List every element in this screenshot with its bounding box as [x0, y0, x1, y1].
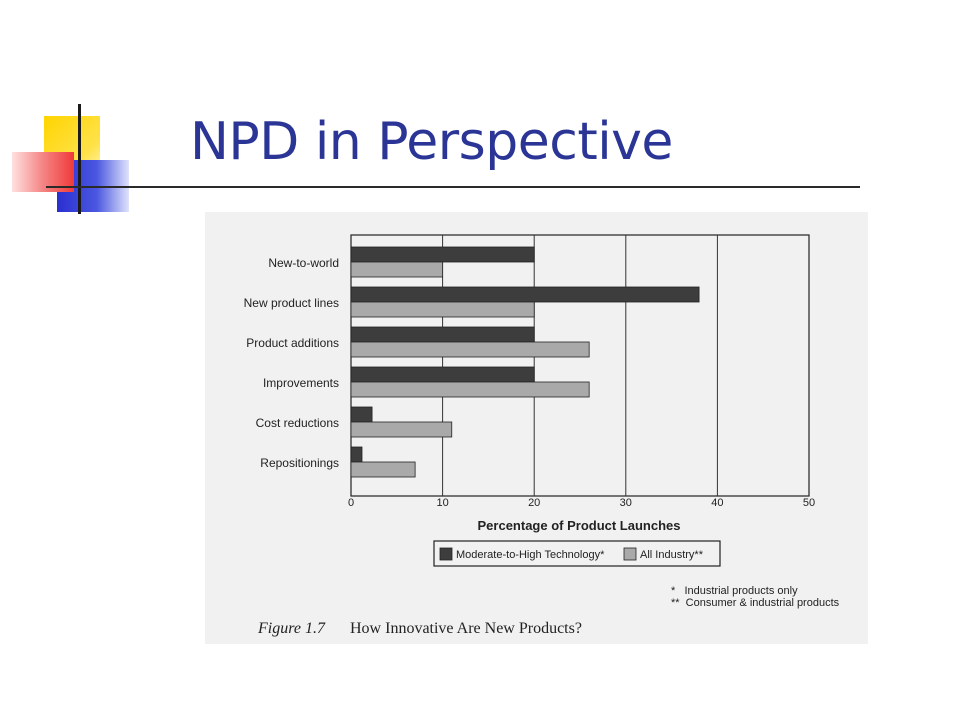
x-tick-label: 40: [711, 497, 724, 509]
x-tick-label: 50: [802, 497, 816, 509]
bar-chart: [205, 212, 868, 644]
figure-caption-label: Figure 1.7: [258, 620, 325, 637]
footnote-consumer-industrial: ** Consumer & industrial products: [671, 597, 840, 609]
x-axis-label: Percentage of Product Launches: [477, 518, 681, 533]
x-tick-label: 0: [347, 497, 355, 509]
legend-swatch-moderate-to-high: [440, 548, 452, 560]
bar-all-industry: [351, 422, 452, 437]
slide-title: NPD in Perspective: [190, 112, 673, 172]
bar-moderate-to-high: [351, 287, 699, 302]
bars: [351, 247, 699, 477]
category-labels: [244, 256, 339, 470]
x-tick-label: 10: [436, 497, 449, 509]
figure-scan: [205, 212, 868, 644]
category-label: Improvements: [262, 376, 339, 390]
bar-all-industry: [351, 342, 589, 357]
x-tick-label: 20: [528, 497, 541, 509]
legend-swatch-all-industry: [624, 548, 636, 560]
footnote-industrial: * Industrial products only: [671, 585, 798, 597]
bar-moderate-to-high: [351, 247, 534, 262]
bar-moderate-to-high: [351, 447, 362, 462]
bar-all-industry: [351, 462, 415, 477]
bar-all-industry: [351, 262, 443, 277]
bar-moderate-to-high: [351, 327, 534, 342]
category-label: New product lines: [243, 296, 339, 310]
category-label: Repositionings: [260, 456, 339, 470]
category-label: Cost reductions: [255, 416, 339, 430]
legend-label-moderate-to-high: Moderate-to-High Technology*: [456, 549, 605, 561]
bar-moderate-to-high: [351, 407, 372, 422]
x-tick-label: 30: [619, 497, 632, 509]
category-label: Product additions: [246, 336, 339, 350]
deco-vertical-line: [78, 104, 81, 214]
figure-caption-text: How Innovative Are New Products?: [350, 620, 582, 637]
bar-moderate-to-high: [351, 367, 534, 382]
category-label: New-to-world: [268, 256, 339, 270]
title-rule: [46, 186, 860, 188]
legend: [434, 541, 720, 566]
x-tick-labels: [348, 497, 815, 509]
bar-all-industry: [351, 382, 589, 397]
bar-all-industry: [351, 302, 534, 317]
legend-label-all-industry: All Industry**: [640, 549, 703, 561]
